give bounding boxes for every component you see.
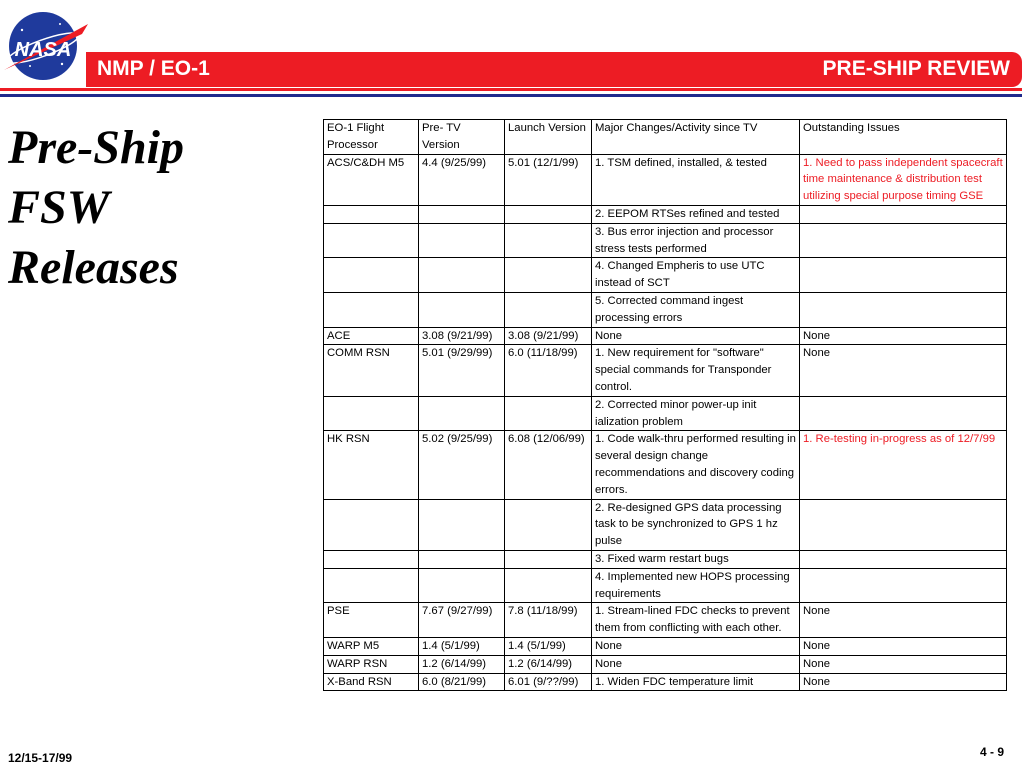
column-header: Outstanding Issues [800, 120, 1007, 155]
header-review-title: PRE-SHIP REVIEW [822, 57, 1010, 80]
table-cell [324, 205, 419, 223]
table-cell: 3.08 (9/21/99) [419, 327, 505, 345]
table-cell [505, 396, 592, 431]
nasa-logo [0, 8, 90, 84]
table-cell [800, 205, 1007, 223]
logo-text: NASA [14, 39, 72, 61]
table-cell [800, 396, 1007, 431]
table-cell: 4.4 (9/25/99) [419, 154, 505, 205]
header-program-title: NMP / EO-1 [97, 57, 210, 80]
header-stripes [0, 88, 1022, 97]
table-row [324, 327, 1007, 345]
table-cell [505, 550, 592, 568]
table-cell: None [800, 637, 1007, 655]
column-header: Pre- TV Version [419, 120, 505, 155]
table-cell: 1.2 (6/14/99) [419, 655, 505, 673]
table-cell: COMM RSN [324, 345, 419, 396]
table-cell [800, 292, 1007, 327]
table-cell: None [800, 655, 1007, 673]
table-cell [324, 499, 419, 550]
table-cell [324, 550, 419, 568]
table-cell: 6.0 (8/21/99) [419, 673, 505, 691]
table-cell: None [800, 603, 1007, 638]
column-header: Launch Version [505, 120, 592, 155]
table-cell: 5.01 (12/1/99) [505, 154, 592, 205]
footer-date: 12/15-17/99 [8, 751, 73, 765]
table-cell: 1. Need to pass independent spacecraft time maintenance & distribution test utilizing special purpose timing GSE [800, 154, 1007, 205]
table-cell: 1. Code walk-thru performed resulting in several design change recommendations and discovery coding errors. [592, 431, 800, 499]
table-cell [419, 292, 505, 327]
table-row [324, 396, 1007, 431]
table-row [324, 292, 1007, 327]
table-cell: 4. Implemented new HOPS processing requirements [592, 568, 800, 603]
title-line: Releases [8, 241, 179, 294]
table-row [324, 431, 1007, 499]
table-cell [800, 258, 1007, 293]
table-cell [800, 568, 1007, 603]
table-cell: 1. New requirement for "software" special commands for Transponder control. [592, 345, 800, 396]
table-cell: 1. Re-testing in-progress as of 12/7/99 [800, 431, 1007, 499]
table-row [324, 655, 1007, 673]
table-cell: 3. Bus error injection and processor stress tests performed [592, 223, 800, 258]
footer-page-number: 4 - 9 [979, 745, 1004, 759]
table-row [324, 568, 1007, 603]
column-header: EO-1 Flight Processor [324, 120, 419, 155]
table-cell [419, 223, 505, 258]
table-cell: 7.8 (11/18/99) [505, 603, 592, 638]
table-cell [324, 258, 419, 293]
table-row [324, 258, 1007, 293]
table-row [324, 205, 1007, 223]
table-cell: WARP M5 [324, 637, 419, 655]
table-body [324, 154, 1007, 691]
table-cell [324, 396, 419, 431]
table-cell [324, 223, 419, 258]
table-row [324, 550, 1007, 568]
fsw-releases-table [323, 119, 1007, 691]
table-cell: WARP RSN [324, 655, 419, 673]
table-row [324, 154, 1007, 205]
table-cell: 6.0 (11/18/99) [505, 345, 592, 396]
title-line: Pre-Ship [8, 121, 185, 174]
table-cell: 1. Widen FDC temperature limit [592, 673, 800, 691]
table-cell [505, 205, 592, 223]
table-cell: 1.2 (6/14/99) [505, 655, 592, 673]
table-cell: None [800, 345, 1007, 396]
table-cell: None [592, 655, 800, 673]
table-cell: None [592, 637, 800, 655]
table-cell: PSE [324, 603, 419, 638]
table-row [324, 637, 1007, 655]
table-row [324, 673, 1007, 691]
table-cell [324, 568, 419, 603]
table-cell: ACE [324, 327, 419, 345]
table-cell: 1. Stream-lined FDC checks to prevent them from conflicting with each other. [592, 603, 800, 638]
table-cell [800, 499, 1007, 550]
table-cell [419, 568, 505, 603]
table-cell: None [800, 327, 1007, 345]
table-cell: 6.01 (9/??/99) [505, 673, 592, 691]
table-cell: 2. EEPOM RTSes refined and tested [592, 205, 800, 223]
table-cell: None [592, 327, 800, 345]
table-cell [505, 499, 592, 550]
table-cell [800, 550, 1007, 568]
table-cell: 4. Changed Empheris to use UTC instead of SCT [592, 258, 800, 293]
table-cell: 1.4 (5/1/99) [419, 637, 505, 655]
table-cell [419, 499, 505, 550]
table-row [324, 499, 1007, 550]
table-cell [505, 568, 592, 603]
table-cell [419, 258, 505, 293]
table-row [324, 223, 1007, 258]
table-cell [419, 550, 505, 568]
table-cell: 5.02 (9/25/99) [419, 431, 505, 499]
table-cell: ACS/C&DH M5 [324, 154, 419, 205]
table-header-row [324, 120, 1007, 155]
table-cell: None [800, 673, 1007, 691]
table-cell: 3. Fixed warm restart bugs [592, 550, 800, 568]
table-cell [419, 396, 505, 431]
table-cell: 2. Corrected minor power-up init ialization problem [592, 396, 800, 431]
table-cell [324, 292, 419, 327]
table-cell: HK RSN [324, 431, 419, 499]
table-cell [505, 223, 592, 258]
table-row [324, 345, 1007, 396]
table-cell: 1.4 (5/1/99) [505, 637, 592, 655]
table-cell [800, 223, 1007, 258]
table-cell [505, 292, 592, 327]
table-cell: 7.67 (9/27/99) [419, 603, 505, 638]
table-cell: 5. Corrected command ingest processing errors [592, 292, 800, 327]
table-row [324, 603, 1007, 638]
table-cell: 1. TSM defined, installed, & tested [592, 154, 800, 205]
table-cell: 5.01 (9/29/99) [419, 345, 505, 396]
table-cell [505, 258, 592, 293]
slide-title [8, 118, 318, 298]
table-cell: 2. Re-designed GPS data processing task to be synchronized to GPS 1 hz pulse [592, 499, 800, 550]
table-cell: X-Band RSN [324, 673, 419, 691]
title-line: FSW [8, 181, 110, 234]
column-header: Major Changes/Activity since TV [592, 120, 800, 155]
table-cell [419, 205, 505, 223]
table-cell: 6.08 (12/06/99) [505, 431, 592, 499]
table-cell: 3.08 (9/21/99) [505, 327, 592, 345]
